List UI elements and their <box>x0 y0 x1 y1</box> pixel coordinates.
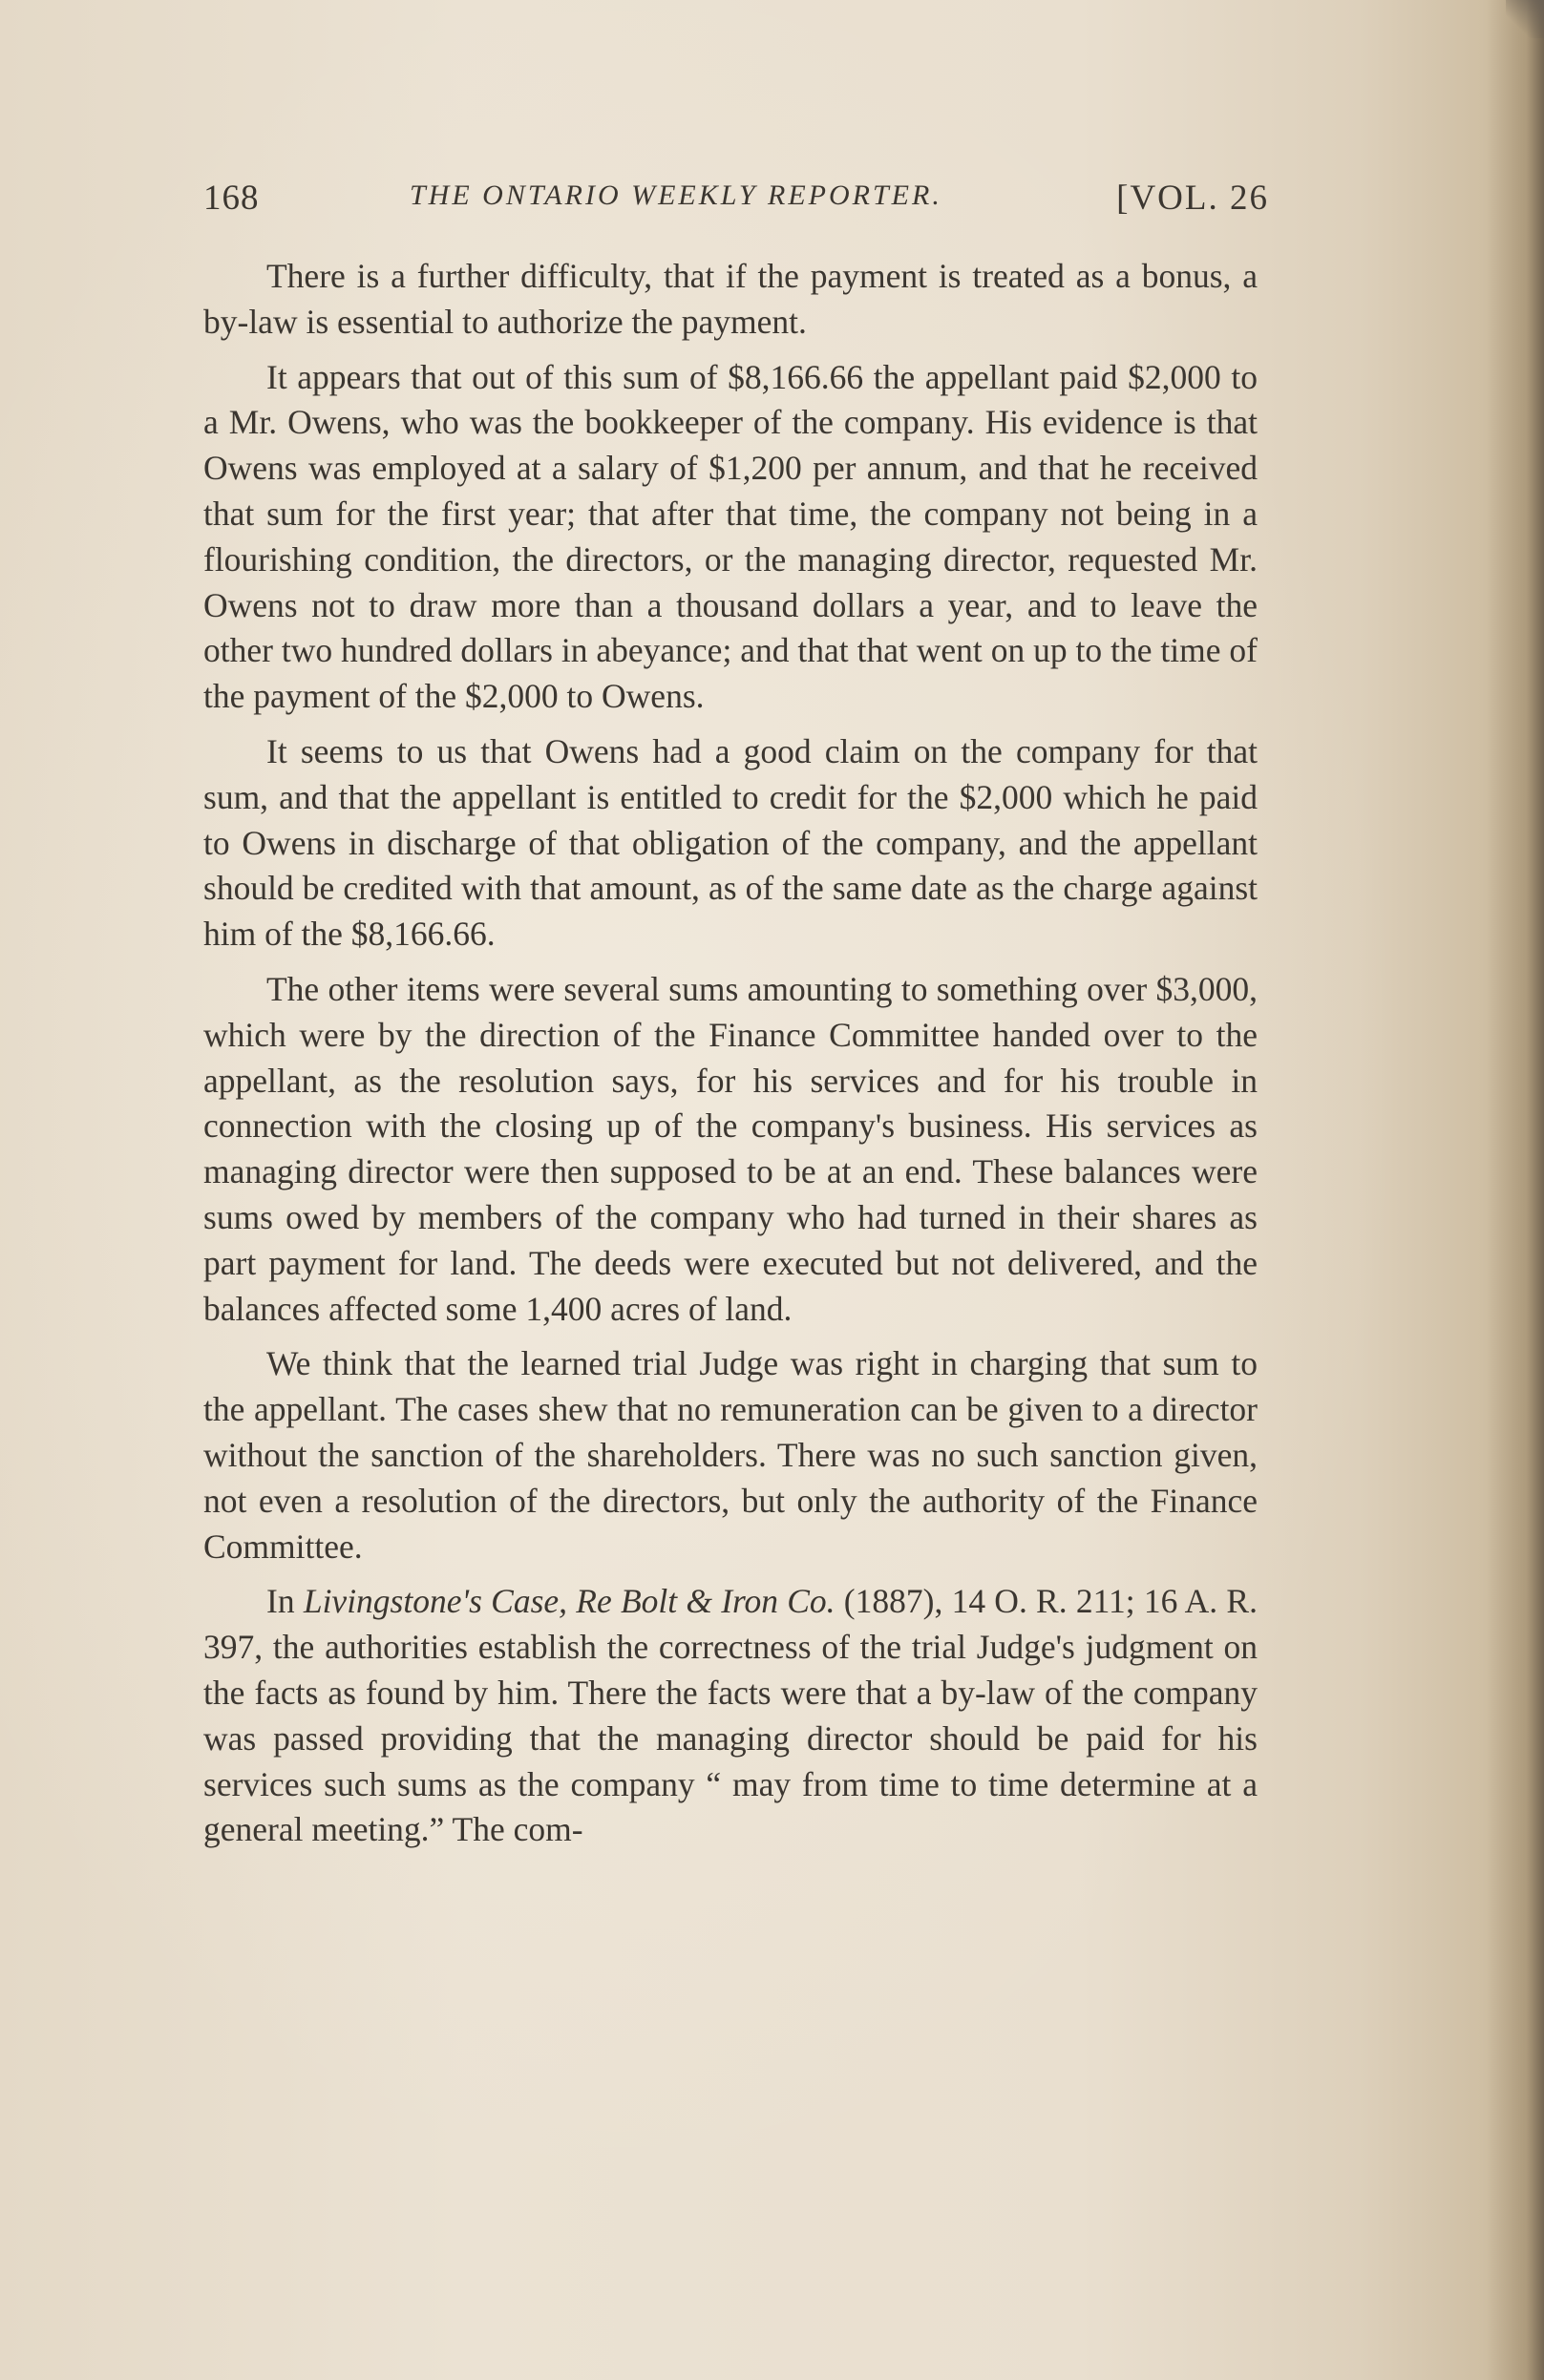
page-corner-shadow <box>1506 0 1544 38</box>
paragraph-owens-claim: It seems to us that Owens had a good claim on the company for that sum, and that the appellant is entitled to credit for the $2,000 which he paid to Owens in discharge of that obligation of the company, and the appellant should be credited with that amount, as of the same date as the charge against him of the $8,166.66. <box>203 731 1258 954</box>
paragraph-continuation: (1887), 14 O. R. 211; 16 A. R. 397, the authorities establish the correctness of the trial Judge's judgment on the facts as found by him. There the facts were that a by-law of the company was passed providing that the managing director should be paid for his services such sums as the company “ may from time to time determine at a general meeting.” The com- <box>203 1582 1258 1849</box>
paragraph-trial-judge: We think that the learned trial Judge was right in charging that sum to the appellant. The cases shew that no remuneration can be given to a director without the sanction of the shareholders. There was no such sanction given, not even a resolution of the directors, but only the authority of the Finance Committee. <box>203 1344 1258 1566</box>
paragraph-owens-payment: It appears that out of this sum of $8,166.66 the appellant paid $2,000 to a Mr. Owens, who was the bookkeeper of the company. His evidence is that Owens was employed at a salary of $1,200 per annum, and that he received that sum for the first year; that after that time, the company not being in a flourishing condition, the directors, or the managing director, requested Mr. Owens not to draw more than a thousand dollars a year, and to leave the other two hundred dollars in abeyance; and that that went on up to the time of the payment of the $2,000 to Owens. <box>203 357 1258 716</box>
running-header <box>203 178 1269 231</box>
paragraph-bonus-bylaw: There is a further difficulty, that if the payment is treated as a bonus, a by-law is essential to authorize the payment. <box>203 257 1258 341</box>
binding-shadow <box>1487 0 1544 2380</box>
body-text <box>203 254 1258 1863</box>
page-number: 168 <box>203 179 260 218</box>
case-citation: Livingstone's Case, Re Bolt & Iron Co. <box>303 1582 835 1621</box>
paragraph-prefix: In <box>266 1582 304 1621</box>
running-title: THE ONTARIO WEEKLY REPORTER. <box>410 179 942 211</box>
paragraph-livingstone-case <box>203 1579 1258 1853</box>
paragraph-other-items: The other items were several sums amounting to something over $3,000, which were by the direction of the Finance Committee handed over to the appellant, as the resolution says, for his services and for his trouble in connection with the closing up of the company's business. His services as managing director were then supposed to be at an end. These balances were sums owed by members of the company who had turned in their shares as part payment for land. The deeds were executed but not delivered, and the balances affected some 1,400 acres of land. <box>203 969 1258 1328</box>
volume-label: [VOL. 26 <box>1116 179 1269 218</box>
